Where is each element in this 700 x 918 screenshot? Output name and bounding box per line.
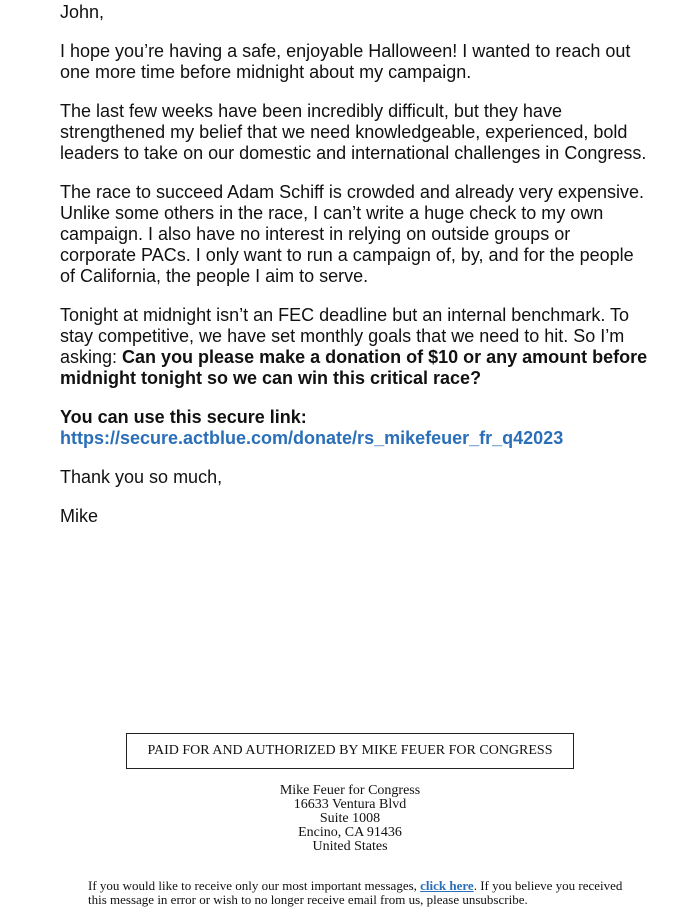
email-body	[60, 0, 650, 545]
click-here-link[interactable]: click here	[420, 878, 474, 893]
signature: Mike	[60, 506, 99, 526]
ask-bold: Can you please make a donation of $10 or any amount before midnight tonight so we can win this critical race?	[60, 347, 648, 388]
paragraph-race: The race to succeed Adam Schiff is crowded and already very expensive. Unlike some others in the race, I can’t write a huge check to my own campaign. I also have no interest in relying on outside groups or corporate PACs. I only want to run a campaign of, by, and for the people of California, the people I aim to serve.	[60, 182, 644, 286]
unsub-text-2: . If you believe you received this message in error or wish to no longer receive email from us, please unsubscribe.	[88, 878, 623, 907]
footer-address	[0, 784, 700, 854]
unsub-text-1: If you would like to receive only our most important messages,	[88, 878, 421, 893]
paragraph-halloween: I hope you’re having a safe, enjoyable Halloween! I wanted to reach out one more time before midnight about my campaign.	[60, 41, 631, 82]
paragraph-link	[60, 407, 650, 449]
paragraph-difficult-weeks: The last few weeks have been incredibly difficult, but they have strengthened my belief that we need knowledgeable, experienced, bold leaders to take on our domestic and international challenges in Congress.	[60, 101, 647, 163]
address-street: 16633 Ventura Blvd	[293, 797, 407, 812]
ask-intro: Tonight at midnight isn’t an FEC deadline but an internal benchmark. To stay competitive, we have set monthly goals that we need to hit. So I’m asking:	[60, 305, 630, 367]
address-suite: Suite 1008	[319, 811, 381, 826]
link-intro: You can use this secure link:	[60, 407, 307, 427]
donate-link[interactable]: https://secure.actblue.com/donate/rs_mikefeuer_fr_q42023	[60, 428, 564, 448]
paragraph-ask	[60, 305, 650, 389]
greeting: John,	[60, 2, 105, 22]
unsubscribe-notice	[88, 879, 628, 907]
thanks: Thank you so much,	[60, 467, 223, 487]
address-city: Encino, CA 91436	[298, 825, 402, 840]
address-country: United States	[312, 839, 388, 854]
address-org: Mike Feuer for Congress	[279, 783, 421, 798]
paid-for-disclaimer: PAID FOR AND AUTHORIZED BY MIKE FEUER FOR CONGRESS	[126, 733, 574, 769]
